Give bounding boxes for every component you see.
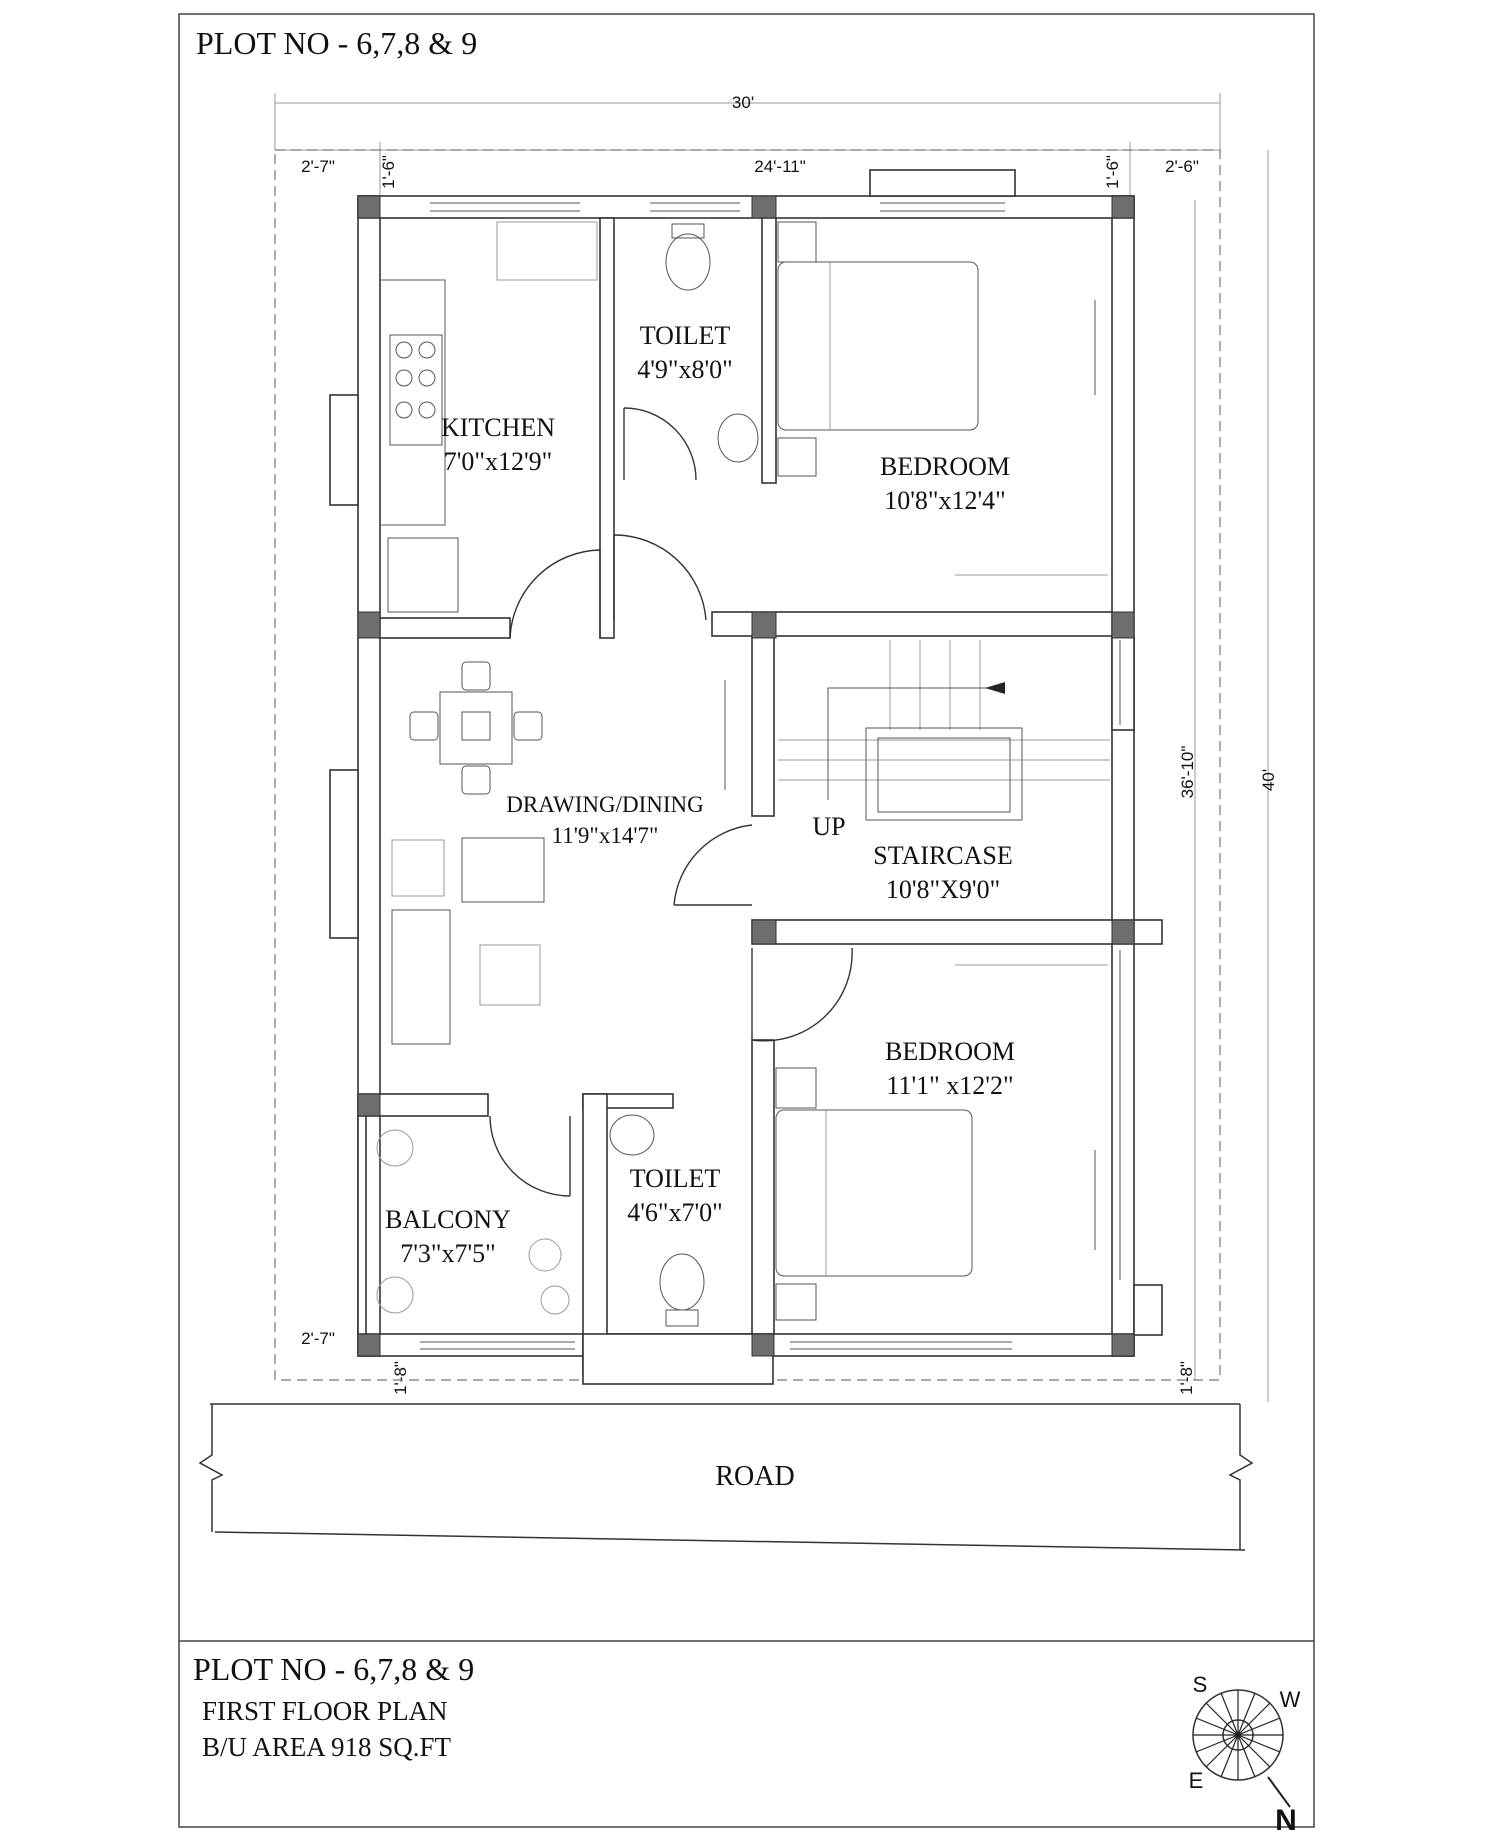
staircase-up-label: UP <box>812 812 846 841</box>
left-setback-bottom-label: 2'-7" <box>301 1329 335 1348</box>
bedroom-bottom-name: BEDROOM <box>884 1037 1016 1066</box>
road-label: ROAD <box>715 1461 795 1492</box>
staircase-size: 10'8"X9'0" <box>885 875 1001 904</box>
toilet-bottom-size: 4'6"x7'0" <box>627 1198 723 1227</box>
balcony-size: 7'3"x7'5" <box>400 1239 496 1268</box>
walls <box>330 170 1162 1384</box>
overall-width-dimension <box>275 93 1220 150</box>
compass-east: E <box>1188 1768 1204 1793</box>
overall-depth-dimension <box>1178 150 1278 1402</box>
plan-name: FIRST FLOOR PLAN <box>202 1696 448 1726</box>
bedroom-bottom-furniture <box>776 965 1108 1320</box>
toilet-bottom-name: TOILET <box>629 1164 721 1193</box>
left-setback-top-label: 2'-7" <box>301 157 335 176</box>
front-offset-left-label: 1'-6" <box>379 155 398 189</box>
road <box>200 1404 1252 1550</box>
compass-west: W <box>1279 1687 1301 1712</box>
compass-south: S <box>1192 1672 1208 1697</box>
compass-north: N <box>1275 1804 1297 1837</box>
kitchen-size: 7'0"x12'9" <box>443 447 553 476</box>
right-setback-label: 2'-6" <box>1165 157 1199 176</box>
front-offset-right-label: 1'-6" <box>1103 155 1122 189</box>
built-up-area: B/U AREA 918 SQ.FT <box>202 1732 452 1762</box>
bedroom-top-name: BEDROOM <box>879 452 1011 481</box>
dining-table <box>410 662 542 794</box>
kitchen-name: KITCHEN <box>440 413 556 442</box>
balcony-name: BALCONY <box>385 1205 511 1234</box>
toilet-top-size: 4'9"x8'0" <box>637 355 733 384</box>
rear-offset-right-label: 1'-8" <box>1177 1361 1196 1395</box>
staircase-name: STAIRCASE <box>873 841 1013 870</box>
sofa-set <box>392 680 725 1044</box>
overall-depth-label: 40' <box>1259 768 1278 792</box>
bedroom-bottom-size: 11'1" x12'2" <box>886 1071 1014 1100</box>
staircase-steps <box>778 640 1110 820</box>
inner-width-label: 24'-11" <box>754 157 806 176</box>
bedroom-top-size: 10'8"x12'4" <box>884 486 1006 515</box>
bedroom-top-furniture <box>778 222 1108 575</box>
compass-rose-icon <box>1189 1672 1301 1837</box>
plot-title-top: PLOT NO - 6,7,8 & 9 <box>196 25 478 61</box>
toilet-top-name: TOILET <box>639 321 731 350</box>
rear-offset-left-label: 1'-8" <box>391 1361 410 1395</box>
inner-depth-label: 36'-10" <box>1178 745 1197 799</box>
drawing-size: 11'9"x14'7" <box>551 823 659 848</box>
plot-title-bottom: PLOT NO - 6,7,8 & 9 <box>193 1651 475 1687</box>
drawing-name: DRAWING/DINING <box>506 792 704 817</box>
structural-columns <box>358 196 1134 1356</box>
overall-width-label: 30' <box>731 93 755 112</box>
